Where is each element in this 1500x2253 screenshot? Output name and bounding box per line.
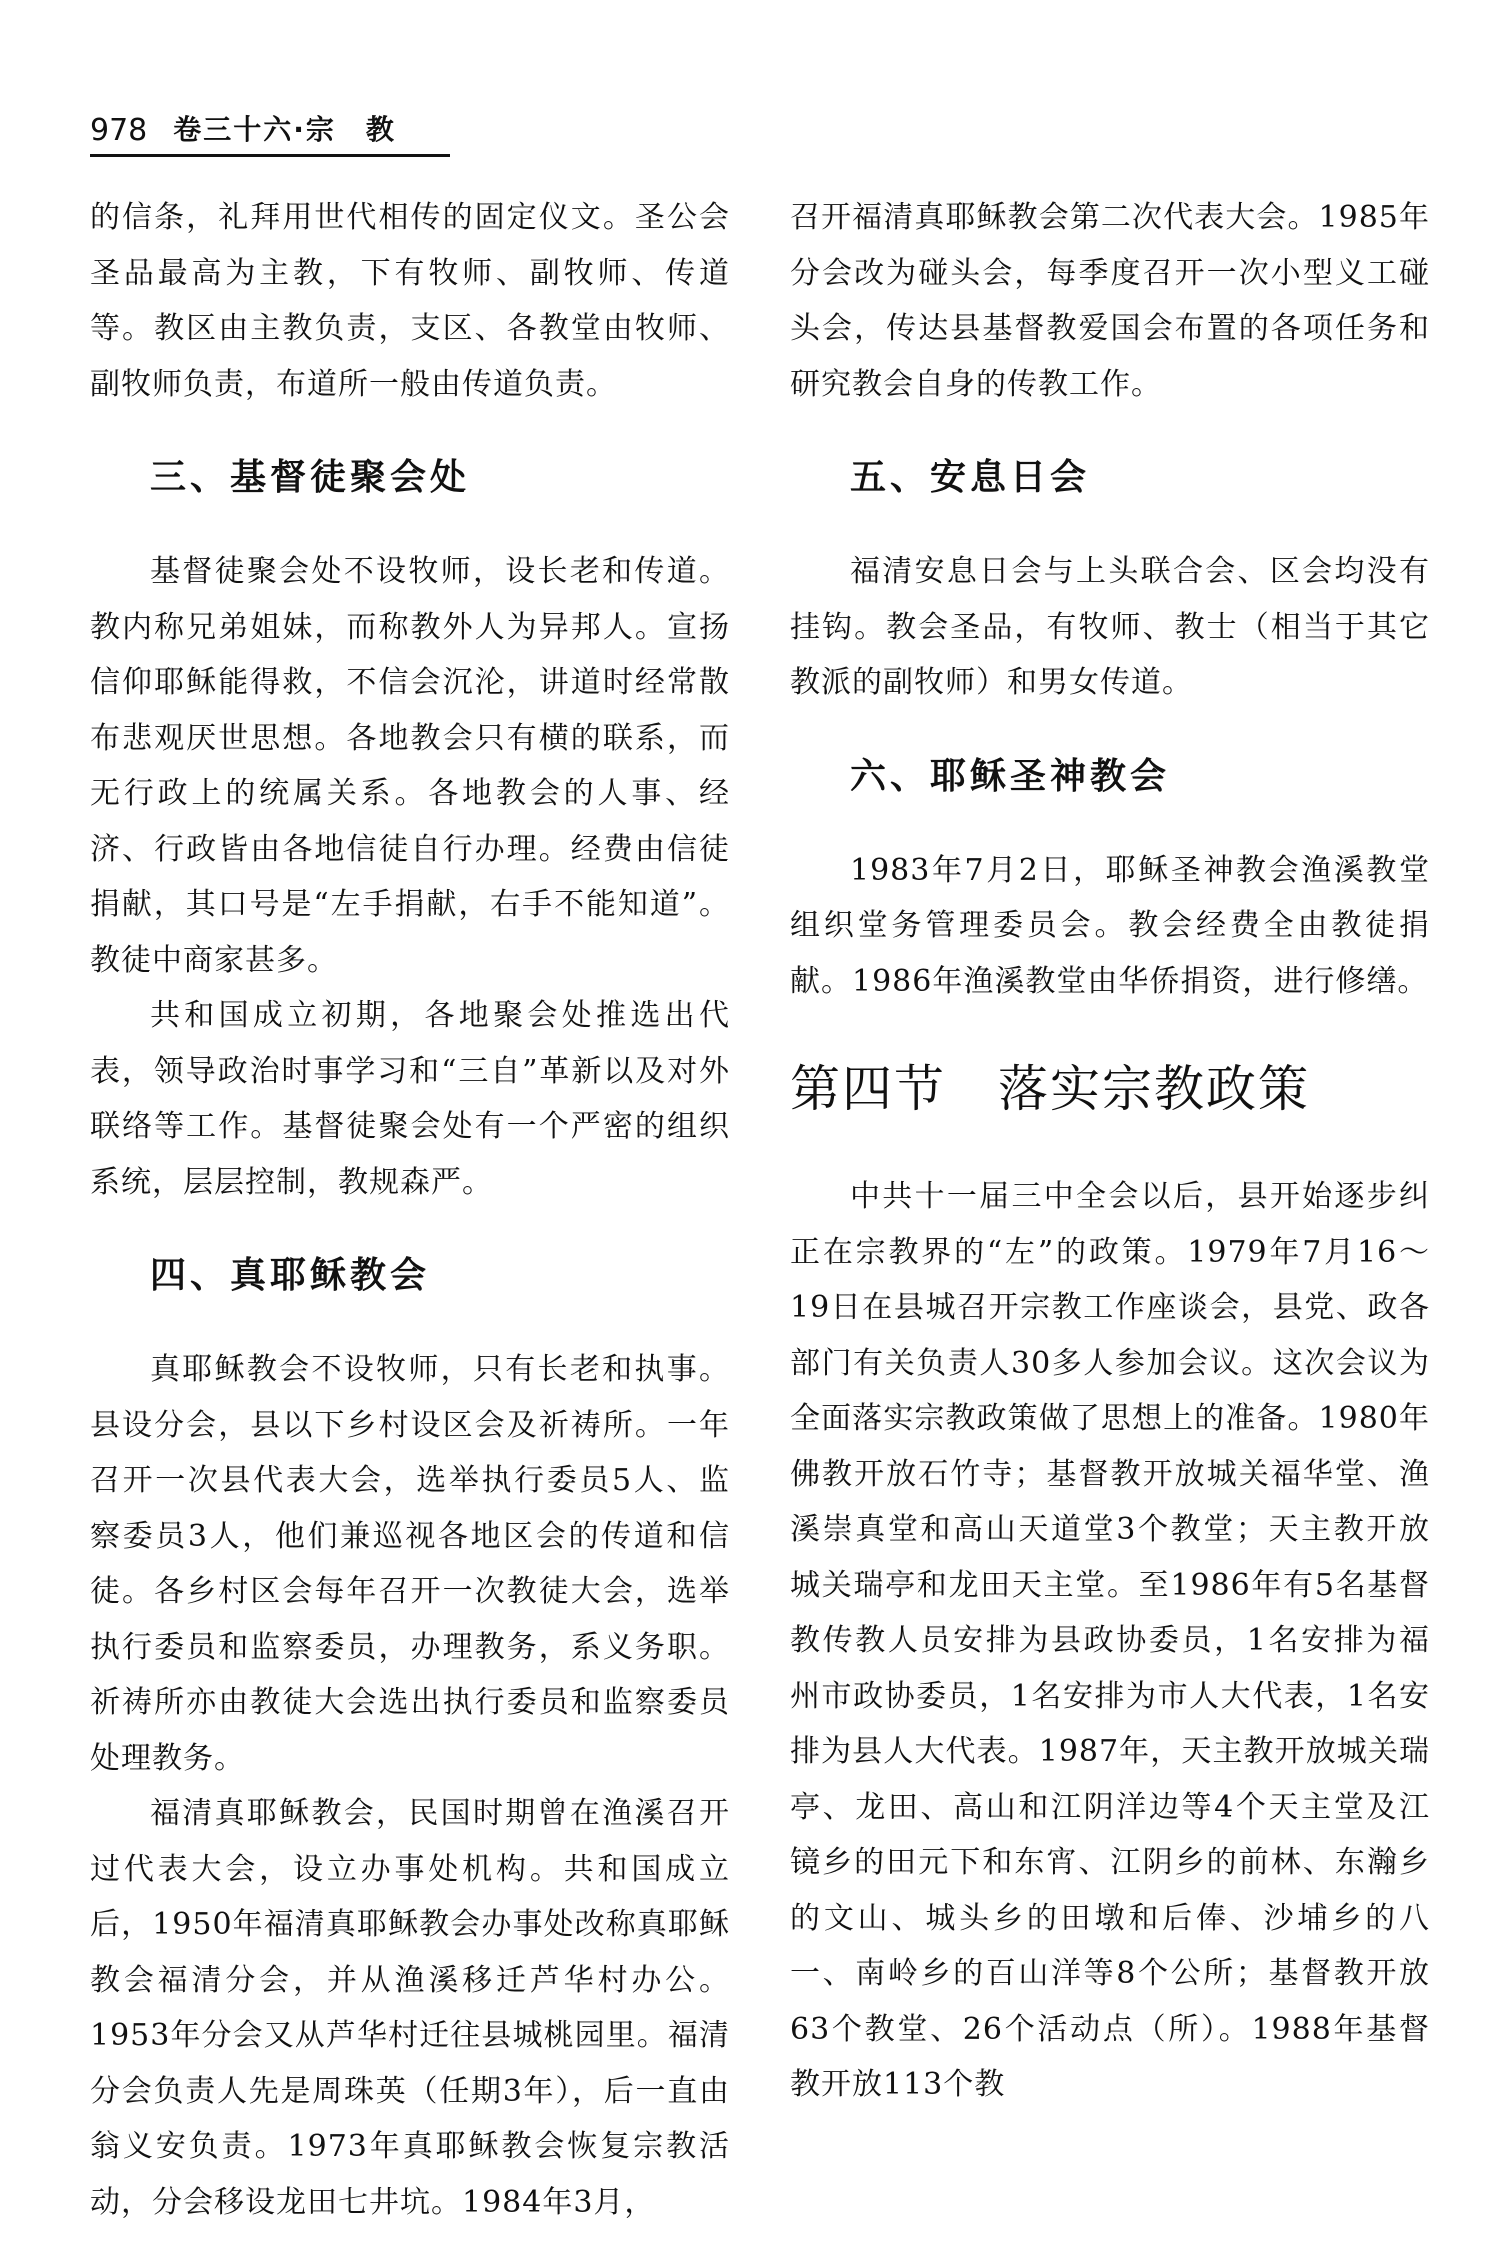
running-title: 卷三十六·宗 教 (173, 113, 396, 146)
section-heading: 五、安息日会 (850, 456, 1091, 498)
page-header (90, 110, 450, 157)
paragraph: 召开福清真耶稣教会第二次代表大会。1985年分会改为碰头会，每季度召开一次小型义工碰头会，传达县基督教爱国会布置的各项任务和研究教会自身的传教工作。 (790, 200, 1430, 402)
section-heading: 六、耶稣圣神教会 (850, 754, 1171, 797)
paragraph: 基督徒聚会处不设牧师，设长老和传道。教内称兄弟姐妹，而称教外人为异邦人。宣扬信仰耶稣能得救，不信会沉沦，讲道时经常散布悲观厌世思想。各地教会只有横的联系，而无行政上的统属关系。各地教会的人事、经济、行政皆由各地信徒自行办理。经费由信徒捐献，其口号是“左手捐献，右手不能知道”。教徒中商家甚多。 (90, 554, 730, 978)
paragraph: 的信条，礼拜用世代相传的固定仪文。圣公会圣品最高为主教，下有牧师、副牧师、传道等。教区由主教负责，支区、各教堂由牧师、副牧师负责，布道所一般由传道负责。 (90, 200, 730, 402)
paragraph: 中共十一届三中全会以后，县开始逐步纠正在宗教界的“左”的政策。1979年7月16～19日在县城召开宗教工作座谈会，县党、政各部门有关负责人30多人参加会议。这次会议为全面落实宗教政策做了思想上的准备。1980年佛教开放石竹寺；基督教开放城关福华堂、渔溪崇真堂和高山天道堂3个教堂；天主教开放城关瑞亭和龙田天主堂。至1986年有5名基督教传教人员安排为县政协委员，1名安排为福州市政协委员，1名安排为市人大代表，1名安排为县人大代表。1987年，天主教开放城关瑞亭、龙田、高山和江阴洋边等4个天主堂及江镜乡的田元下和东宵、江阴乡的前林、东瀚乡的文山、城头乡的田墩和后俸、沙埔乡的八一、南岭乡的百山洋等8个公所；基督教开放63个教堂、26个活动点（所）。1988年基督教开放113个教 (790, 1179, 1430, 2102)
paragraph: 共和国成立初期，各地聚会处推选出代表，领导政治时事学习和“三自”革新以及对外联络等工作。基督徒聚会处有一个严密的组织系统，层层控制，教规森严。 (90, 998, 730, 1200)
paragraph: 福清真耶稣教会，民国时期曾在渔溪召开过代表大会，设立办事处机构。共和国成立后，1950年福清真耶稣教会办事处改称真耶稣教会福清分会，并从渔溪移迁芦华村办公。1953年分会又从芦华村迁往县城桃园里。福清分会负责人先是周珠英（任期3年），后一直由翁义安负责。1973年真耶稣教会恢复宗教活动，分会移设龙田七井坑。1984年3月， (90, 1796, 730, 2220)
right-column (790, 190, 1430, 2113)
chapter-heading: 第四节 落实宗教政策 (790, 1060, 1310, 1118)
page-number: 978 (90, 113, 148, 148)
section-heading: 三、基督徒聚会处 (150, 456, 471, 498)
section-heading: 四、真耶稣教会 (150, 1254, 431, 1296)
paragraph: 真耶稣教会不设牧师，只有长老和执事。县设分会，县以下乡村设区会及祈祷所。一年召开一次县代表大会，选举执行委员5人、监察委员3人，他们兼巡视各地区会的传道和信徒。各乡村区会每年召开一次教徒大会，选举执行委员和监察委员，办理教务，系义务职。祈祷所亦由教徒大会选出执行委员和监察委员处理教务。 (90, 1352, 730, 1776)
left-column (90, 190, 730, 2230)
paragraph: 福清安息日会与上头联合会、区会均没有挂钩。教会圣品，有牧师、教士（相当于其它教派的副牧师）和男女传道。 (790, 554, 1430, 700)
paragraph: 1983年7月2日，耶稣圣神教会渔溪教堂组织堂务管理委员会。教会经费全由教徒捐献。1986年渔溪教堂由华侨捐资，进行修缮。 (790, 852, 1430, 999)
